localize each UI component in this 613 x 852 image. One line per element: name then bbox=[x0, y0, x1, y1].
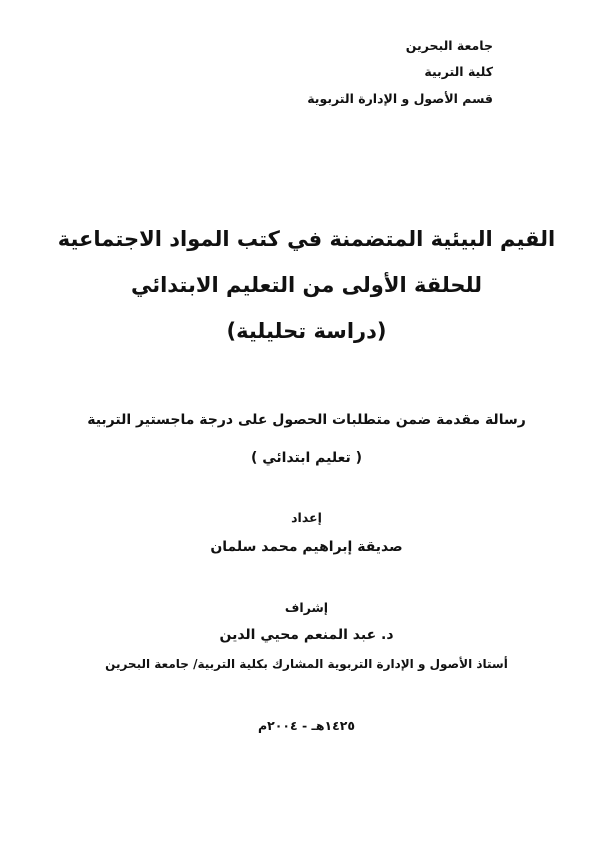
specialization: ( تعليم ابتدائي ) bbox=[250, 450, 363, 466]
college-name: كلية التربية bbox=[424, 64, 493, 79]
thesis-title-line-1: القيم البيئية المتضمنة في كتب المواد الاجتماعية bbox=[57, 227, 556, 251]
university-name: جامعة البحرين bbox=[405, 38, 493, 53]
publication-date: ١٤٢٥هـ - ٢٠٠٤م bbox=[257, 718, 356, 733]
thesis-title-line-2: للحلقة الأولى من التعليم الابتدائي bbox=[130, 273, 483, 297]
supervision-label: إشراف bbox=[284, 600, 329, 615]
supervisor-position: أستاذ الأصول و الإدارة التربوية المشارك بكلية التربية/ جامعة البحرين bbox=[105, 657, 508, 671]
supervisor-name: د. عبد المنعم محيي الدين bbox=[219, 627, 394, 643]
author-name: صديقة إبراهيم محمد سلمان bbox=[210, 539, 403, 555]
degree-statement: رسالة مقدمة ضمن متطلبات الحصول على درجة ماجستير التربية bbox=[87, 412, 526, 428]
thesis-title-line-3: (دراسة تحليلية) bbox=[226, 319, 387, 343]
department-name: قسم الأصول و الإدارة التربوية bbox=[307, 91, 493, 106]
prepared-by-label: إعداد bbox=[291, 510, 322, 525]
